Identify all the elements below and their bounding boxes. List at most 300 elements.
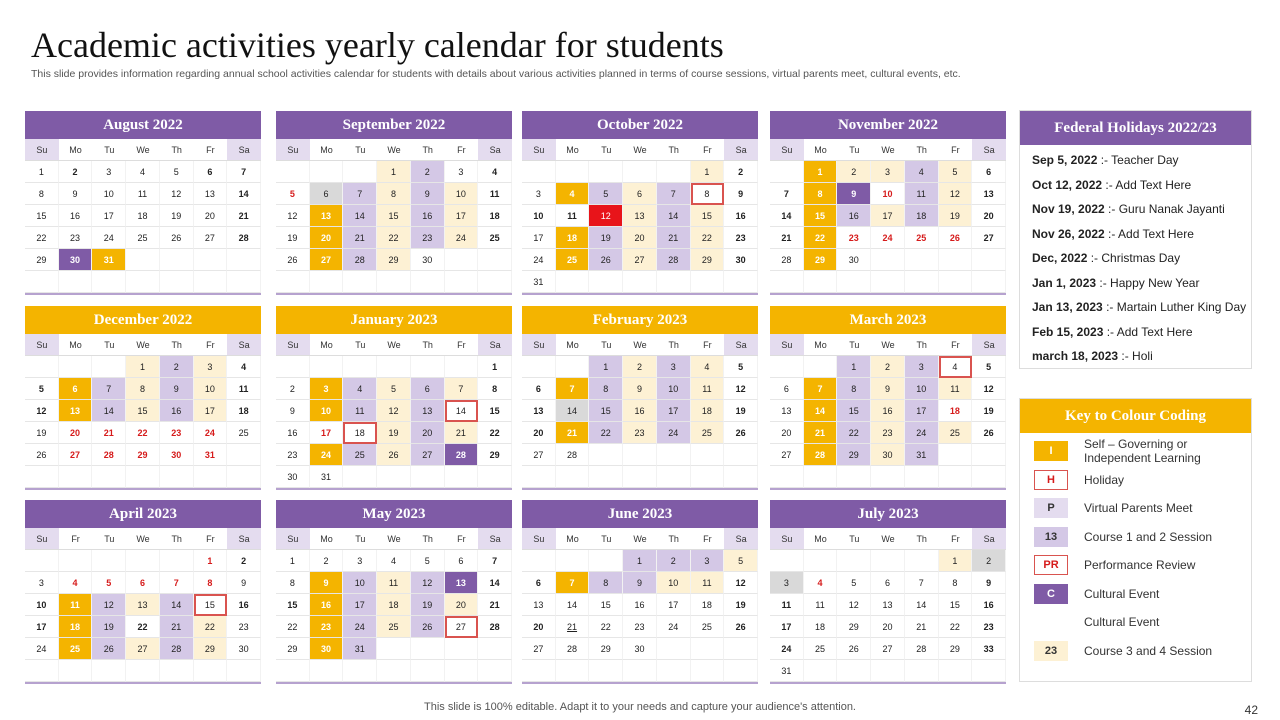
day-cell[interactable]: 19 bbox=[92, 616, 126, 638]
day-cell[interactable]: 5 bbox=[276, 183, 310, 205]
day-cell[interactable]: 27 bbox=[871, 638, 905, 660]
day-cell[interactable]: 29 bbox=[276, 638, 310, 660]
day-cell[interactable]: 18 bbox=[126, 205, 160, 227]
day-cell[interactable]: 9 bbox=[227, 572, 261, 594]
day-cell[interactable]: 5 bbox=[160, 161, 194, 183]
day-cell[interactable]: 5 bbox=[92, 572, 126, 594]
day-cell[interactable]: 24 bbox=[343, 616, 377, 638]
day-cell[interactable]: 13 bbox=[972, 183, 1006, 205]
day-cell[interactable]: 23 bbox=[837, 227, 871, 249]
day-cell[interactable]: 29 bbox=[691, 249, 725, 271]
day-cell[interactable]: 5 bbox=[724, 356, 758, 378]
day-cell[interactable]: 16 bbox=[972, 594, 1006, 616]
day-cell[interactable]: 20 bbox=[445, 594, 479, 616]
day-cell[interactable]: 28 bbox=[478, 616, 512, 638]
day-cell[interactable]: 19 bbox=[411, 594, 445, 616]
day-cell[interactable]: 20 bbox=[59, 422, 93, 444]
day-cell[interactable]: 16 bbox=[623, 400, 657, 422]
day-cell[interactable]: 29 bbox=[126, 444, 160, 466]
day-cell[interactable]: 6 bbox=[445, 550, 479, 572]
day-cell[interactable]: 25 bbox=[227, 422, 261, 444]
day-cell[interactable]: 7 bbox=[445, 378, 479, 400]
day-cell[interactable]: 23 bbox=[972, 616, 1006, 638]
day-cell[interactable]: 20 bbox=[770, 422, 804, 444]
day-cell[interactable]: 22 bbox=[126, 616, 160, 638]
day-cell[interactable]: 19 bbox=[276, 227, 310, 249]
day-cell[interactable]: 26 bbox=[724, 422, 758, 444]
day-cell[interactable]: 22 bbox=[589, 422, 623, 444]
day-cell[interactable]: 26 bbox=[724, 616, 758, 638]
day-cell[interactable]: 26 bbox=[411, 616, 445, 638]
day-cell[interactable]: 2 bbox=[837, 161, 871, 183]
day-cell[interactable]: 14 bbox=[478, 572, 512, 594]
day-cell[interactable]: 26 bbox=[92, 638, 126, 660]
day-cell[interactable]: 9 bbox=[276, 400, 310, 422]
day-cell[interactable]: 28 bbox=[657, 249, 691, 271]
day-cell[interactable]: 25 bbox=[343, 444, 377, 466]
day-cell[interactable]: 7 bbox=[227, 161, 261, 183]
day-cell[interactable]: 13 bbox=[871, 594, 905, 616]
day-cell[interactable]: 11 bbox=[126, 183, 160, 205]
day-cell[interactable]: 3 bbox=[770, 572, 804, 594]
day-cell[interactable]: 26 bbox=[25, 444, 59, 466]
day-cell[interactable]: 18 bbox=[939, 400, 973, 422]
day-cell[interactable]: 23 bbox=[724, 227, 758, 249]
day-cell[interactable]: 10 bbox=[657, 378, 691, 400]
day-cell[interactable]: 29 bbox=[194, 638, 228, 660]
day-cell[interactable]: 29 bbox=[837, 444, 871, 466]
day-cell[interactable]: 13 bbox=[522, 594, 556, 616]
day-cell[interactable]: 20 bbox=[871, 616, 905, 638]
day-cell[interactable]: 1 bbox=[377, 161, 411, 183]
day-cell[interactable]: 21 bbox=[227, 205, 261, 227]
day-cell[interactable]: 11 bbox=[905, 183, 939, 205]
day-cell[interactable]: 11 bbox=[343, 400, 377, 422]
day-cell[interactable]: 26 bbox=[377, 444, 411, 466]
day-cell[interactable]: 14 bbox=[657, 205, 691, 227]
day-cell[interactable]: 31 bbox=[905, 444, 939, 466]
day-cell[interactable]: 19 bbox=[160, 205, 194, 227]
day-cell[interactable]: 30 bbox=[310, 638, 344, 660]
day-cell[interactable]: 12 bbox=[589, 205, 623, 227]
day-cell[interactable]: 9 bbox=[871, 378, 905, 400]
day-cell[interactable]: 29 bbox=[939, 638, 973, 660]
day-cell[interactable]: 30 bbox=[724, 249, 758, 271]
day-cell[interactable]: 10 bbox=[194, 378, 228, 400]
day-cell[interactable]: 5 bbox=[972, 356, 1006, 378]
day-cell[interactable]: 28 bbox=[160, 638, 194, 660]
day-cell[interactable]: 10 bbox=[522, 205, 556, 227]
day-cell[interactable]: 23 bbox=[623, 422, 657, 444]
day-cell[interactable]: 20 bbox=[623, 227, 657, 249]
day-cell[interactable]: 30 bbox=[59, 249, 93, 271]
day-cell[interactable]: 29 bbox=[377, 249, 411, 271]
day-cell[interactable]: 15 bbox=[939, 594, 973, 616]
day-cell[interactable]: 4 bbox=[691, 356, 725, 378]
day-cell[interactable]: 7 bbox=[770, 183, 804, 205]
day-cell[interactable]: 28 bbox=[445, 444, 479, 466]
day-cell[interactable]: 11 bbox=[227, 378, 261, 400]
day-cell[interactable]: 17 bbox=[905, 400, 939, 422]
day-cell[interactable]: 15 bbox=[276, 594, 310, 616]
day-cell[interactable]: 4 bbox=[556, 183, 590, 205]
day-cell[interactable]: 17 bbox=[25, 616, 59, 638]
day-cell[interactable]: 30 bbox=[871, 444, 905, 466]
day-cell[interactable]: 24 bbox=[194, 422, 228, 444]
day-cell[interactable]: 8 bbox=[126, 378, 160, 400]
day-cell[interactable]: 6 bbox=[522, 572, 556, 594]
day-cell[interactable]: 2 bbox=[411, 161, 445, 183]
day-cell[interactable]: 28 bbox=[905, 638, 939, 660]
day-cell[interactable]: 24 bbox=[905, 422, 939, 444]
day-cell[interactable]: 30 bbox=[837, 249, 871, 271]
day-cell[interactable]: 2 bbox=[276, 378, 310, 400]
day-cell[interactable]: 25 bbox=[377, 616, 411, 638]
day-cell[interactable]: 11 bbox=[377, 572, 411, 594]
day-cell[interactable]: 18 bbox=[905, 205, 939, 227]
day-cell[interactable]: 6 bbox=[770, 378, 804, 400]
day-cell[interactable]: 26 bbox=[160, 227, 194, 249]
day-cell[interactable]: 28 bbox=[227, 227, 261, 249]
day-cell[interactable]: 1 bbox=[276, 550, 310, 572]
day-cell[interactable]: 19 bbox=[724, 594, 758, 616]
day-cell[interactable]: 22 bbox=[804, 227, 838, 249]
day-cell[interactable]: 28 bbox=[804, 444, 838, 466]
day-cell[interactable]: 27 bbox=[522, 638, 556, 660]
day-cell[interactable]: 9 bbox=[59, 183, 93, 205]
day-cell[interactable]: 8 bbox=[276, 572, 310, 594]
day-cell[interactable]: 3 bbox=[522, 183, 556, 205]
day-cell[interactable]: 8 bbox=[25, 183, 59, 205]
day-cell[interactable]: 2 bbox=[657, 550, 691, 572]
day-cell[interactable]: 17 bbox=[657, 594, 691, 616]
day-cell[interactable]: 33 bbox=[972, 638, 1006, 660]
day-cell[interactable]: 29 bbox=[478, 444, 512, 466]
day-cell[interactable]: 28 bbox=[556, 444, 590, 466]
day-cell[interactable]: 3 bbox=[657, 356, 691, 378]
day-cell[interactable]: 16 bbox=[724, 205, 758, 227]
day-cell[interactable]: 17 bbox=[310, 422, 344, 444]
day-cell[interactable]: 22 bbox=[478, 422, 512, 444]
day-cell[interactable]: 27 bbox=[770, 444, 804, 466]
day-cell[interactable]: 24 bbox=[770, 638, 804, 660]
day-cell[interactable]: 8 bbox=[837, 378, 871, 400]
day-cell[interactable]: 20 bbox=[194, 205, 228, 227]
day-cell[interactable]: 4 bbox=[59, 572, 93, 594]
day-cell[interactable]: 1 bbox=[691, 161, 725, 183]
day-cell[interactable]: 21 bbox=[478, 594, 512, 616]
day-cell[interactable]: 1 bbox=[804, 161, 838, 183]
day-cell[interactable]: 4 bbox=[905, 161, 939, 183]
day-cell[interactable]: 9 bbox=[623, 378, 657, 400]
day-cell[interactable]: 3 bbox=[905, 356, 939, 378]
day-cell[interactable]: 15 bbox=[194, 594, 228, 616]
day-cell[interactable]: 15 bbox=[589, 594, 623, 616]
day-cell[interactable]: 27 bbox=[445, 616, 479, 638]
day-cell[interactable]: 21 bbox=[804, 422, 838, 444]
day-cell[interactable]: 26 bbox=[589, 249, 623, 271]
day-cell[interactable]: 14 bbox=[160, 594, 194, 616]
day-cell[interactable]: 5 bbox=[837, 572, 871, 594]
day-cell[interactable]: 14 bbox=[227, 183, 261, 205]
day-cell[interactable]: 12 bbox=[92, 594, 126, 616]
day-cell[interactable]: 7 bbox=[556, 572, 590, 594]
day-cell[interactable]: 4 bbox=[377, 550, 411, 572]
day-cell[interactable]: 10 bbox=[657, 572, 691, 594]
day-cell[interactable]: 7 bbox=[160, 572, 194, 594]
day-cell[interactable]: 23 bbox=[227, 616, 261, 638]
day-cell[interactable]: 18 bbox=[227, 400, 261, 422]
day-cell[interactable]: 27 bbox=[59, 444, 93, 466]
day-cell[interactable]: 16 bbox=[623, 594, 657, 616]
day-cell[interactable]: 18 bbox=[343, 422, 377, 444]
day-cell[interactable]: 16 bbox=[411, 205, 445, 227]
day-cell[interactable]: 24 bbox=[657, 422, 691, 444]
day-cell[interactable]: 27 bbox=[522, 444, 556, 466]
day-cell[interactable]: 20 bbox=[411, 422, 445, 444]
day-cell[interactable]: 16 bbox=[837, 205, 871, 227]
day-cell[interactable]: 16 bbox=[871, 400, 905, 422]
day-cell[interactable]: 19 bbox=[589, 227, 623, 249]
day-cell[interactable]: 16 bbox=[227, 594, 261, 616]
day-cell[interactable]: 8 bbox=[377, 183, 411, 205]
day-cell[interactable]: 1 bbox=[25, 161, 59, 183]
day-cell[interactable]: 13 bbox=[310, 205, 344, 227]
day-cell[interactable]: 11 bbox=[556, 205, 590, 227]
day-cell[interactable]: 6 bbox=[194, 161, 228, 183]
day-cell[interactable]: 18 bbox=[377, 594, 411, 616]
day-cell[interactable]: 19 bbox=[939, 205, 973, 227]
day-cell[interactable]: 3 bbox=[871, 161, 905, 183]
day-cell[interactable]: 21 bbox=[92, 422, 126, 444]
day-cell[interactable]: 22 bbox=[589, 616, 623, 638]
day-cell[interactable]: 14 bbox=[92, 400, 126, 422]
day-cell[interactable]: 12 bbox=[276, 205, 310, 227]
day-cell[interactable]: 5 bbox=[411, 550, 445, 572]
day-cell[interactable]: 12 bbox=[972, 378, 1006, 400]
day-cell[interactable]: 11 bbox=[691, 378, 725, 400]
day-cell[interactable]: 18 bbox=[59, 616, 93, 638]
day-cell[interactable]: 22 bbox=[194, 616, 228, 638]
day-cell[interactable]: 20 bbox=[310, 227, 344, 249]
day-cell[interactable]: 16 bbox=[59, 205, 93, 227]
day-cell[interactable]: 22 bbox=[691, 227, 725, 249]
day-cell[interactable]: 24 bbox=[657, 616, 691, 638]
day-cell[interactable]: 4 bbox=[939, 356, 973, 378]
day-cell[interactable]: 1 bbox=[939, 550, 973, 572]
day-cell[interactable]: 7 bbox=[92, 378, 126, 400]
day-cell[interactable]: 9 bbox=[724, 183, 758, 205]
day-cell[interactable]: 25 bbox=[556, 249, 590, 271]
day-cell[interactable]: 10 bbox=[871, 183, 905, 205]
day-cell[interactable]: 3 bbox=[194, 356, 228, 378]
day-cell[interactable]: 21 bbox=[556, 422, 590, 444]
day-cell[interactable]: 1 bbox=[126, 356, 160, 378]
day-cell[interactable]: 21 bbox=[343, 227, 377, 249]
day-cell[interactable]: 17 bbox=[871, 205, 905, 227]
day-cell[interactable]: 6 bbox=[126, 572, 160, 594]
day-cell[interactable]: 9 bbox=[623, 572, 657, 594]
day-cell[interactable]: 22 bbox=[939, 616, 973, 638]
day-cell[interactable]: 2 bbox=[310, 550, 344, 572]
day-cell[interactable]: 26 bbox=[939, 227, 973, 249]
day-cell[interactable]: 10 bbox=[905, 378, 939, 400]
day-cell[interactable]: 31 bbox=[92, 249, 126, 271]
day-cell[interactable]: 12 bbox=[25, 400, 59, 422]
day-cell[interactable]: 1 bbox=[194, 550, 228, 572]
day-cell[interactable]: 24 bbox=[445, 227, 479, 249]
day-cell[interactable]: 6 bbox=[972, 161, 1006, 183]
day-cell[interactable]: 5 bbox=[377, 378, 411, 400]
day-cell[interactable]: 14 bbox=[445, 400, 479, 422]
day-cell[interactable]: 16 bbox=[160, 400, 194, 422]
day-cell[interactable]: 25 bbox=[905, 227, 939, 249]
day-cell[interactable]: 23 bbox=[623, 616, 657, 638]
day-cell[interactable]: 1 bbox=[589, 356, 623, 378]
day-cell[interactable]: 11 bbox=[770, 594, 804, 616]
day-cell[interactable]: 2 bbox=[724, 161, 758, 183]
day-cell[interactable]: 5 bbox=[25, 378, 59, 400]
day-cell[interactable]: 21 bbox=[905, 616, 939, 638]
day-cell[interactable]: 24 bbox=[25, 638, 59, 660]
day-cell[interactable]: 20 bbox=[522, 616, 556, 638]
day-cell[interactable]: 30 bbox=[411, 249, 445, 271]
day-cell[interactable]: 10 bbox=[92, 183, 126, 205]
day-cell[interactable]: 10 bbox=[310, 400, 344, 422]
day-cell[interactable]: 30 bbox=[623, 638, 657, 660]
day-cell[interactable]: 8 bbox=[691, 183, 725, 205]
day-cell[interactable]: 5 bbox=[939, 161, 973, 183]
day-cell[interactable]: 3 bbox=[343, 550, 377, 572]
day-cell[interactable]: 12 bbox=[377, 400, 411, 422]
day-cell[interactable]: 9 bbox=[160, 378, 194, 400]
day-cell[interactable]: 10 bbox=[445, 183, 479, 205]
day-cell[interactable]: 14 bbox=[343, 205, 377, 227]
day-cell[interactable]: 19 bbox=[25, 422, 59, 444]
day-cell[interactable]: 31 bbox=[770, 660, 804, 682]
day-cell[interactable]: 12 bbox=[837, 594, 871, 616]
day-cell[interactable]: 28 bbox=[770, 249, 804, 271]
day-cell[interactable]: 14 bbox=[556, 400, 590, 422]
day-cell[interactable]: 23 bbox=[411, 227, 445, 249]
day-cell[interactable]: 15 bbox=[478, 400, 512, 422]
day-cell[interactable]: 1 bbox=[478, 356, 512, 378]
day-cell[interactable]: 30 bbox=[276, 466, 310, 488]
day-cell[interactable]: 18 bbox=[691, 594, 725, 616]
day-cell[interactable]: 13 bbox=[411, 400, 445, 422]
day-cell[interactable]: 31 bbox=[522, 271, 556, 293]
day-cell[interactable]: 16 bbox=[310, 594, 344, 616]
day-cell[interactable]: 11 bbox=[59, 594, 93, 616]
day-cell[interactable]: 13 bbox=[126, 594, 160, 616]
day-cell[interactable]: 24 bbox=[522, 249, 556, 271]
day-cell[interactable]: 7 bbox=[556, 378, 590, 400]
day-cell[interactable]: 24 bbox=[310, 444, 344, 466]
day-cell[interactable]: 17 bbox=[657, 400, 691, 422]
day-cell[interactable]: 3 bbox=[92, 161, 126, 183]
day-cell[interactable]: 26 bbox=[276, 249, 310, 271]
day-cell[interactable]: 27 bbox=[310, 249, 344, 271]
day-cell[interactable]: 26 bbox=[837, 638, 871, 660]
day-cell[interactable]: 18 bbox=[804, 616, 838, 638]
day-cell[interactable]: 10 bbox=[25, 594, 59, 616]
day-cell[interactable]: 13 bbox=[59, 400, 93, 422]
day-cell[interactable]: 17 bbox=[343, 594, 377, 616]
day-cell[interactable]: 25 bbox=[691, 422, 725, 444]
day-cell[interactable]: 21 bbox=[556, 616, 590, 638]
day-cell[interactable]: 6 bbox=[623, 183, 657, 205]
day-cell[interactable]: 4 bbox=[227, 356, 261, 378]
day-cell[interactable]: 17 bbox=[194, 400, 228, 422]
day-cell[interactable]: 29 bbox=[837, 616, 871, 638]
day-cell[interactable]: 29 bbox=[25, 249, 59, 271]
day-cell[interactable]: 2 bbox=[871, 356, 905, 378]
day-cell[interactable]: 4 bbox=[804, 572, 838, 594]
day-cell[interactable]: 22 bbox=[837, 422, 871, 444]
day-cell[interactable]: 2 bbox=[623, 356, 657, 378]
day-cell[interactable]: 13 bbox=[194, 183, 228, 205]
day-cell[interactable]: 26 bbox=[972, 422, 1006, 444]
day-cell[interactable]: 23 bbox=[160, 422, 194, 444]
day-cell[interactable]: 3 bbox=[691, 550, 725, 572]
day-cell[interactable]: 12 bbox=[724, 572, 758, 594]
day-cell[interactable]: 23 bbox=[59, 227, 93, 249]
day-cell[interactable]: 2 bbox=[227, 550, 261, 572]
day-cell[interactable]: 2 bbox=[972, 550, 1006, 572]
day-cell[interactable]: 16 bbox=[276, 422, 310, 444]
day-cell[interactable]: 20 bbox=[972, 205, 1006, 227]
day-cell[interactable]: 7 bbox=[657, 183, 691, 205]
day-cell[interactable]: 28 bbox=[556, 638, 590, 660]
day-cell[interactable]: 15 bbox=[25, 205, 59, 227]
day-cell[interactable]: 30 bbox=[160, 444, 194, 466]
day-cell[interactable]: 5 bbox=[724, 550, 758, 572]
day-cell[interactable]: 15 bbox=[804, 205, 838, 227]
day-cell[interactable]: 14 bbox=[804, 400, 838, 422]
day-cell[interactable]: 10 bbox=[343, 572, 377, 594]
day-cell[interactable]: 4 bbox=[478, 161, 512, 183]
day-cell[interactable]: 19 bbox=[972, 400, 1006, 422]
day-cell[interactable]: 27 bbox=[411, 444, 445, 466]
day-cell[interactable]: 21 bbox=[657, 227, 691, 249]
day-cell[interactable]: 11 bbox=[478, 183, 512, 205]
day-cell[interactable]: 15 bbox=[126, 400, 160, 422]
day-cell[interactable]: 17 bbox=[522, 227, 556, 249]
day-cell[interactable]: 8 bbox=[194, 572, 228, 594]
day-cell[interactable]: 12 bbox=[939, 183, 973, 205]
day-cell[interactable]: 11 bbox=[939, 378, 973, 400]
day-cell[interactable]: 20 bbox=[522, 422, 556, 444]
day-cell[interactable]: 25 bbox=[59, 638, 93, 660]
day-cell[interactable]: 2 bbox=[160, 356, 194, 378]
day-cell[interactable]: 25 bbox=[691, 616, 725, 638]
day-cell[interactable]: 15 bbox=[837, 400, 871, 422]
day-cell[interactable]: 8 bbox=[804, 183, 838, 205]
day-cell[interactable]: 4 bbox=[126, 161, 160, 183]
day-cell[interactable]: 18 bbox=[556, 227, 590, 249]
day-cell[interactable]: 15 bbox=[691, 205, 725, 227]
day-cell[interactable]: 9 bbox=[310, 572, 344, 594]
day-cell[interactable]: 18 bbox=[691, 400, 725, 422]
day-cell[interactable]: 8 bbox=[939, 572, 973, 594]
day-cell[interactable]: 7 bbox=[804, 378, 838, 400]
day-cell[interactable]: 17 bbox=[770, 616, 804, 638]
day-cell[interactable]: 13 bbox=[623, 205, 657, 227]
day-cell[interactable]: 30 bbox=[227, 638, 261, 660]
day-cell[interactable]: 6 bbox=[59, 378, 93, 400]
day-cell[interactable]: 9 bbox=[837, 183, 871, 205]
day-cell[interactable]: 13 bbox=[770, 400, 804, 422]
